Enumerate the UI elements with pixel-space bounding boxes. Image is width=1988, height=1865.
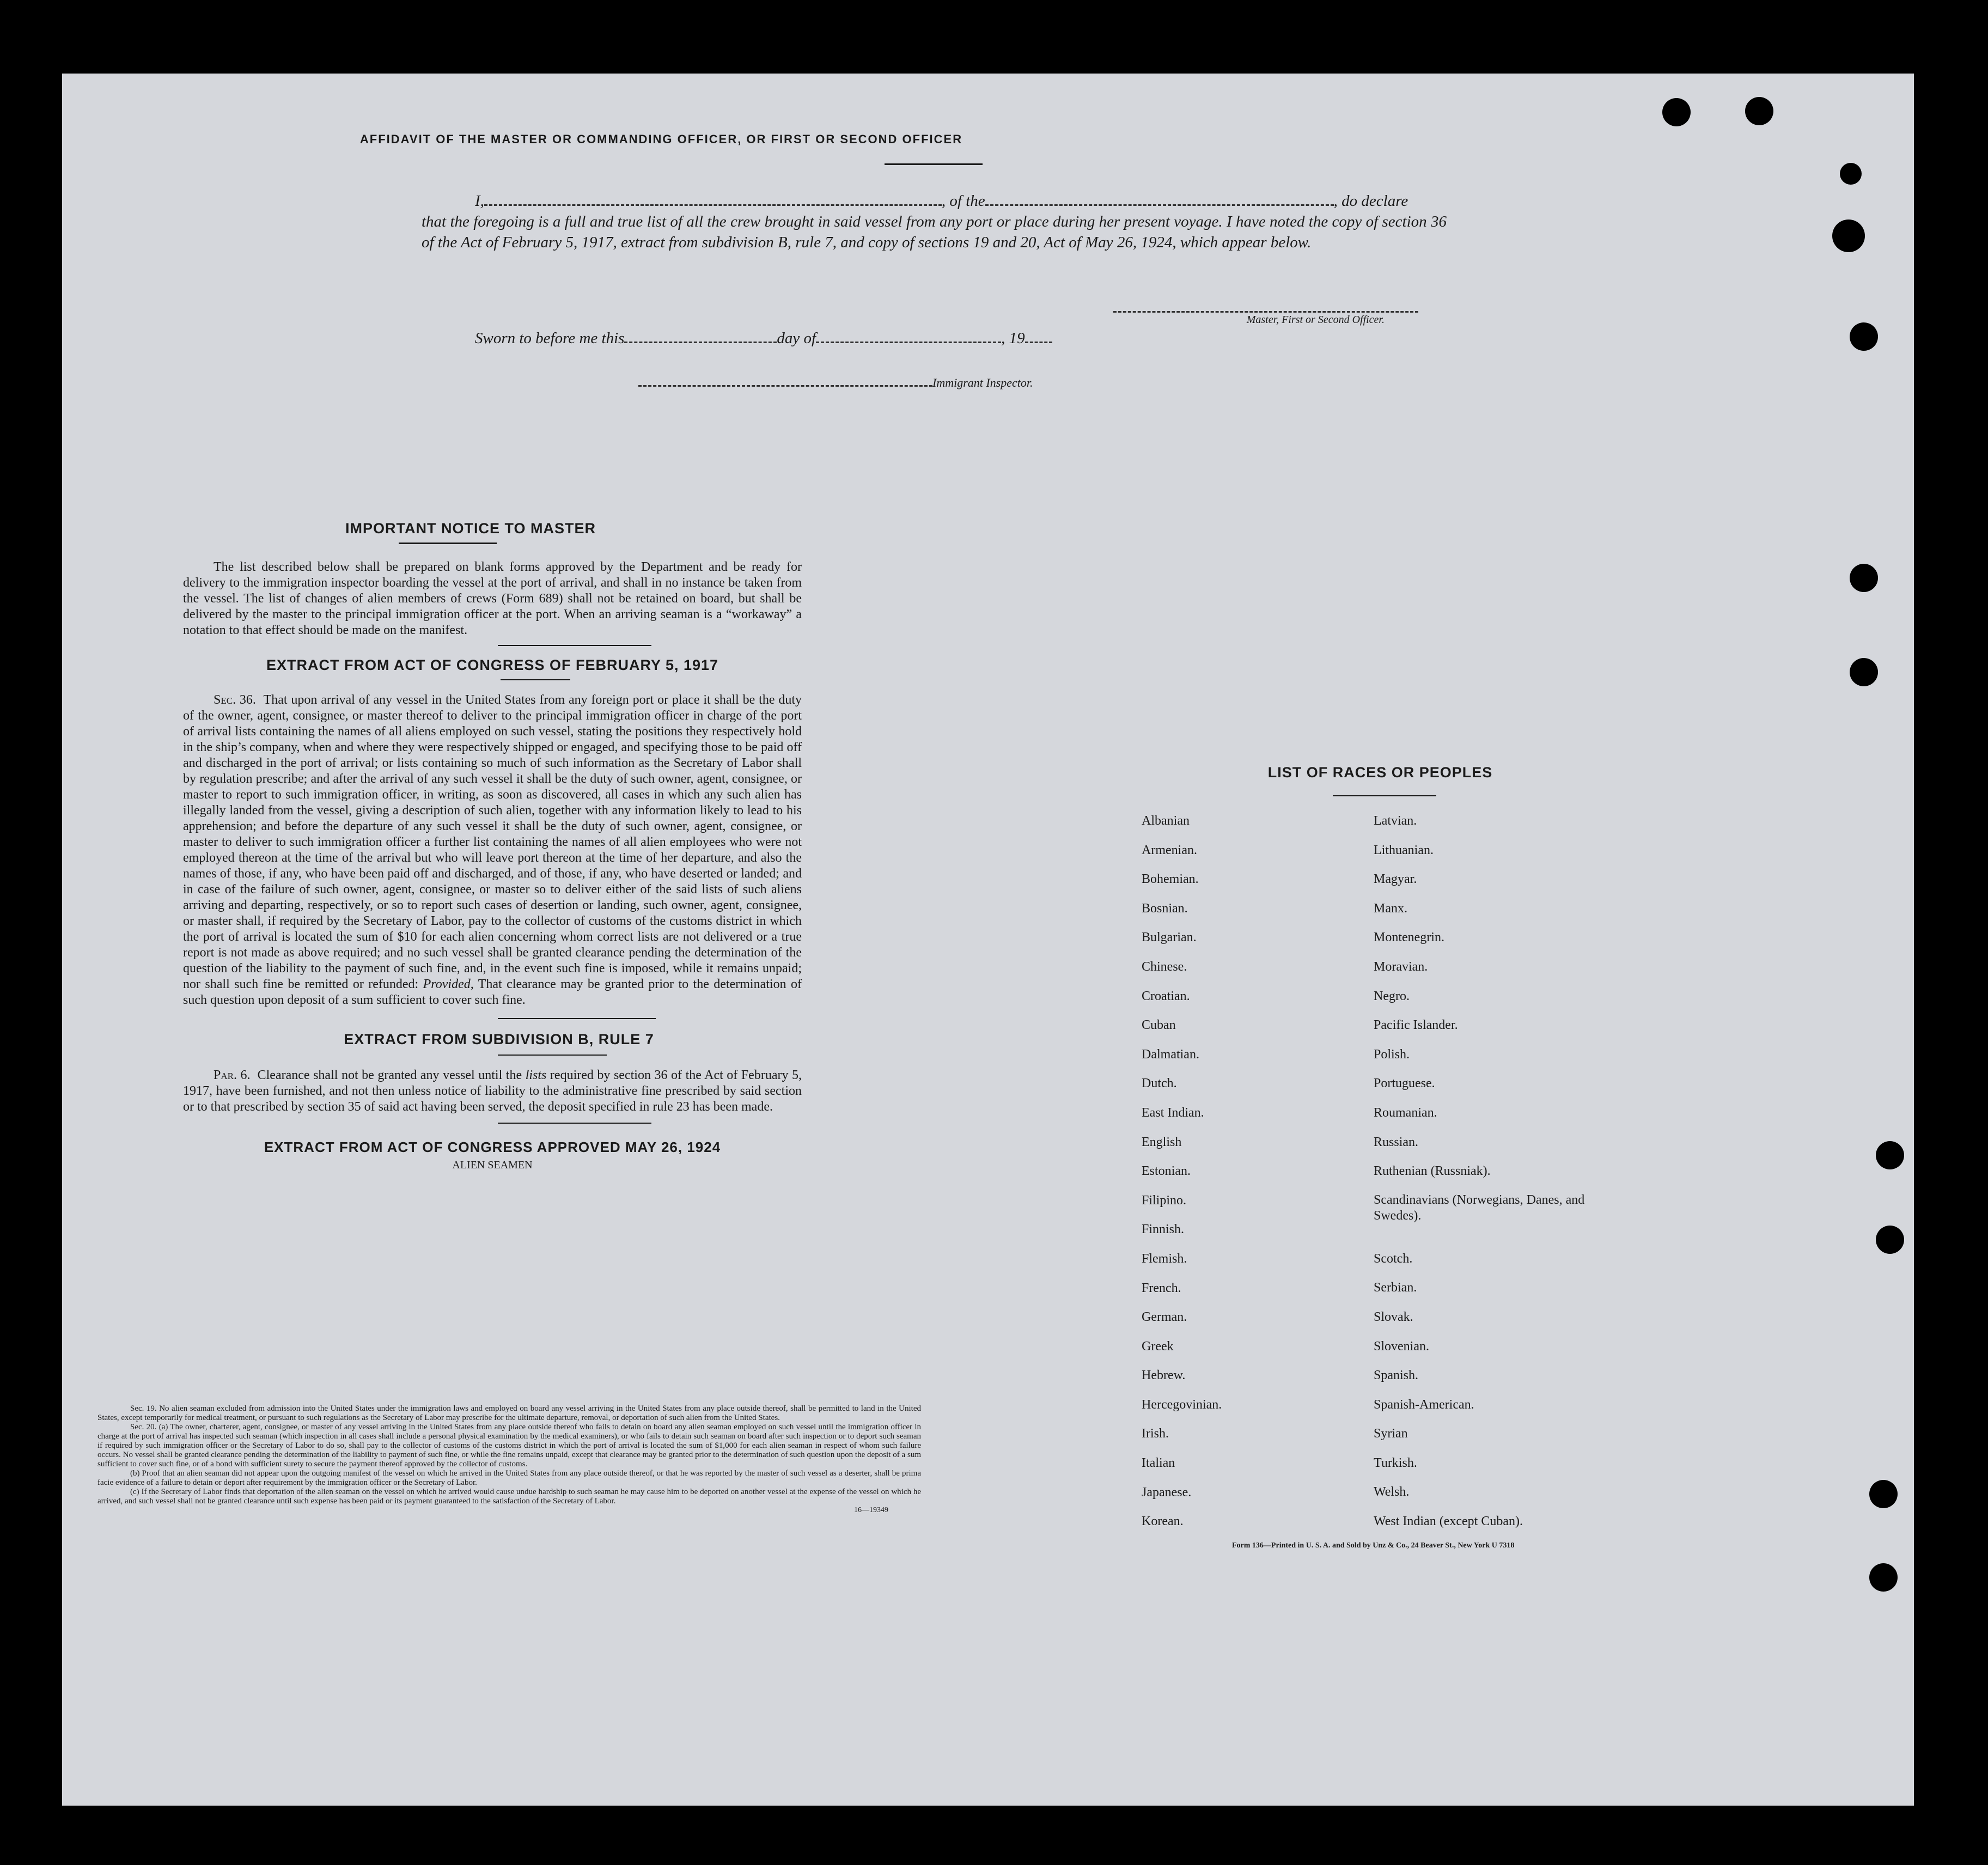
declarant-name-field[interactable] [484,201,942,206]
race-item: East Indian. [1142,1105,1204,1120]
race-item: Roumanian. [1374,1105,1437,1120]
master-caption: Master, First or Second Officer. [1246,314,1385,326]
extract-1917-end-rule [498,1018,656,1019]
master-signature-block [1113,308,1418,326]
race-item: Portuguese. [1374,1076,1435,1091]
punch-hole [1850,564,1878,592]
extract-1924-title: EXTRACT FROM ACT OF CONGRESS APPROVED MAY 26, 1924 [264,1139,721,1155]
notice-text: The list described below shall be prepared on blank forms approved by the Department and be ready for delivery to the immigration inspector boarding the vessel at the port of arrival, and shall in no instance be taken from the vessel. The list of changes of alien members of crews (Form 689) shall not be retained on board, but shall be delivered by the master to the principal immigration officer at the port. When an arriving seaman is a “workaway” a notation to that effect should be made on the manifest. [183,560,802,637]
rule7-text [183,1068,802,1115]
inspector-line [638,376,1033,390]
punch-hole [1850,322,1878,351]
sec-20c-text: (c) If the Secretary of Labor finds that deportation of the alien seaman on the vessel on which he arrived would cause undue hardship to such seaman he may cause him to be deported on another vessel at the expense of the vessel on which he arrived, and such vessel shall not be granted clearance until such expense has been paid or its payment guaranteed to the satisfaction of the Secretary of Labor. [97,1488,921,1506]
punch-hole [1832,220,1865,252]
notice-end-rule [498,645,651,646]
race-item: Hercegovinian. [1142,1397,1222,1412]
race-item: Bulgarian. [1142,930,1197,945]
rule7-text-before: Clearance shall not be granted any vessel until the [257,1068,522,1082]
race-item: Irish. [1142,1427,1169,1441]
race-item: Montenegrin. [1374,930,1444,945]
declare-label: , do declare [1333,192,1408,210]
rule7-title: EXTRACT FROM SUBDIVISION B, RULE 7 [344,1031,654,1047]
title-rule [885,163,983,165]
sworn-year-field[interactable] [1025,338,1052,343]
vessel-name-field[interactable] [985,201,1334,206]
declarant-label: I, [475,192,484,210]
race-item: Estonian. [1142,1164,1191,1179]
extract-1917-text [183,692,802,1008]
punch-hole [1662,98,1691,126]
race-item: Manx. [1374,901,1407,916]
race-item: Scotch. [1374,1251,1413,1266]
left-column [183,520,868,1172]
form-number: 16—19349 [854,1506,888,1514]
race-item: French. [1142,1281,1181,1295]
par-6-label: Par. 6. [214,1068,251,1082]
sec-20b-text: (b) Proof that an alien seaman did not appear upon the outgoing manifest of the vessel on which he arrived in the United States from any place outside thereof, or that he was reported by the master of such vessel as a deserter, shall be prima facie evidence of a failure to detain or deport after requirement by the immigration officer or the Secretary of Labor. [97,1469,921,1487]
inspector-signature-field[interactable] [638,382,932,387]
punch-hole [1840,163,1862,185]
vessel-label: , of the [941,192,985,210]
extract-1924-subtitle: ALIEN SEAMEN [452,1159,533,1171]
rule7-text-after: required by section 36 of the Act of February 5, 1917, have been furnished, and not then unless notice of liability to the administrative fine prescribed by said section or to that prescribed by section 35 of said act having been served, the deposit specified in rule 23 has been made. [183,1068,802,1114]
race-item: Lithuanian. [1374,843,1434,857]
master-signature-field[interactable] [1113,308,1418,313]
sworn-label: Sworn to before me this [475,330,625,347]
affidavit-body [422,191,1447,253]
affidavit-title: AFFIDAVIT OF THE MASTER OR COMMANDING OFFICER, OR FIRST OR SECOND OFFICER [359,132,963,146]
declaration-text: that the foregoing is a full and true list of all the crew brought in said vessel from any port or place during her present voyage. I have noted the copy of section 36 of the Act of February 5, 1917, extract from subdivision B, rule 7, and copy of sections 19 and 20, Act of May 26, 1924, which appear below. [422,213,1447,251]
extract-1917-title: EXTRACT FROM ACT OF CONGRESS OF FEBRUARY 5, 1917 [266,657,719,673]
printer-imprint: Form 136—Printed in U. S. A. and Sold by Unz & Co., 24 Beaver St., New York U 7318 [1232,1541,1515,1550]
form-sheet [62,74,1914,1806]
race-item: Japanese. [1142,1485,1192,1500]
notice-rule [399,543,497,544]
race-item: Ruthenian (Russniak). [1374,1164,1491,1179]
sworn-line [475,330,1052,348]
race-item: Welsh. [1374,1485,1410,1500]
sec-19-text: Sec. 19. No alien seaman excluded from admission into the United States under the immigration laws and employed on board any vessel arriving in the United States from any place outside thereof, shall be permitted to land in the United States, except temporarily for medical treatment, or pursuant to such regulations as the Secretary of Labor may prescribe for the ultimate departure, removal, or deportation of such alien from the United States. [97,1404,921,1422]
race-item: Albanian [1142,814,1190,828]
race-item: Korean. [1142,1514,1184,1529]
race-item: Slovenian. [1374,1339,1429,1354]
races-rule [1333,795,1436,796]
race-item: Armenian. [1142,843,1197,857]
race-item: Filipino. [1142,1193,1187,1208]
race-item: Greek [1142,1339,1174,1354]
sec-20a-text: Sec. 20. (a) The owner, charterer, agent, consignee, or master of any vessel arriving in the United States from any place outside thereof who fails to detain on board any alien seaman employed on such vessel until the immigration officer in charge at the port of arrival has inspected such seaman (which inspection in all cases shall include a personal physical examination by the medical examiners), or who fails to detain such seaman on board after such inspection or to deport such seaman if required by such immigration officer or the Secretary of Labor to do so, shall pay to the collector of customs of the customs district in which the port of arrival is located the sum of $1,000 for each alien seaman in respect of whom such failure occurs. No vessel shall be granted clearance pending the determination of the liability to payment of such fine, or while the fine remains unpaid, except that clearance may be granted prior to the determination of such question upon the deposit of a sum sufficient to cover such fine, or of a bond with sufficient surety to secure the payment thereof approved by the collector of customs. [97,1423,921,1468]
race-item: Latvian. [1374,814,1417,828]
races-left-column [1142,813,1370,1543]
race-item: Russian. [1374,1135,1419,1149]
sec-36-label: Sec. 36. [214,693,256,707]
races-title: LIST OF RACES OR PEOPLES [1267,764,1493,781]
race-item: Polish. [1374,1047,1410,1062]
races-right-column [1374,813,1602,1543]
race-item: Bosnian. [1142,901,1188,916]
year-label: , 19 [1001,330,1025,347]
race-item: Croatian. [1142,989,1190,1003]
provided-label: Provided, [423,977,474,991]
day-of-label: day of [777,330,816,347]
race-item: Cuban [1142,1018,1176,1033]
extract-1917-rule [501,679,570,680]
race-item: Serbian. [1374,1281,1417,1295]
inspector-caption: Immigrant Inspector. [932,376,1033,389]
punch-hole [1869,1480,1898,1508]
race-item: Spanish. [1374,1368,1419,1383]
race-item: Slovak. [1374,1309,1413,1324]
race-item: German. [1142,1310,1187,1325]
extract-1924-body [97,1404,921,1515]
punch-hole [1850,658,1878,686]
race-item: Hebrew. [1142,1368,1186,1383]
punch-hole [1869,1563,1898,1592]
rule7-lists-word: lists [525,1068,547,1082]
punch-hole [1745,97,1773,125]
race-item: Dalmatian. [1142,1047,1199,1062]
sworn-month-field[interactable] [816,338,1001,343]
race-item: Spanish-American. [1374,1397,1474,1412]
declarant-line [422,191,1447,211]
race-item: Chinese. [1142,959,1187,974]
race-item: Scandinavians (Norwegians, Danes, and Swedes). [1374,1192,1585,1223]
provided-body: That clearance may be granted prior to the determination of such question upon deposit of a sum sufficient to cover such fine. [183,977,802,1007]
race-item: Turkish. [1374,1455,1417,1470]
punch-hole [1876,1141,1904,1169]
rule7-rule [498,1055,607,1056]
rule7-end-rule [498,1123,651,1124]
race-item: Syrian [1374,1427,1408,1441]
race-item: Bohemian. [1142,872,1199,887]
punch-hole [1876,1226,1904,1254]
race-item: Italian [1142,1456,1175,1471]
race-item: Finnish. [1142,1222,1185,1237]
sworn-day-field[interactable] [624,338,777,343]
race-item: English [1142,1135,1182,1149]
race-item: Magyar. [1374,872,1417,887]
race-item: Dutch. [1142,1076,1177,1091]
race-item: Flemish. [1142,1251,1187,1266]
race-item: Negro. [1374,989,1410,1003]
race-item: Moravian. [1374,959,1428,974]
race-item: Pacific Islander. [1374,1018,1458,1033]
sec-36-body: That upon arrival of any vessel in the United States from any foreign port or place it shall be the duty of the owner, agent, consignee, or master thereof to deliver to the principal immigration officer in charge of the port of arrival lists containing the names of all aliens employed on such vessel, stating the positions they respectively hold in the ship’s company, when and where they were respectively shipped or engaged, and specifying those to be paid off and discharged in the port of arrival; or lists containing so much of such information as the Secretary of Labor shall by regulation prescribe; and after the arrival of any such vessel it shall be the duty of such owner, agent, consignee, or master to report to such immigration officer, in writing, as soon as discovered, all cases in which any such alien has illegally landed from the vessel, giving a description of such alien, together with any information likely to lead to his apprehension; and before the departure of any such vessel it shall be the duty of such owner, agent, consignee, or master to deliver to such immigration officer a further list containing the names of all alien employees who were not employed thereon at the time of the arrival but who will leave port thereon at the time of her departure, and also the names of those, if any, who have been paid off and discharged, and of those, if any, who have deserted or landed; and in case of the failure of such owner, agent, consignee, or master so to deliver either of the said lists of such aliens arriving and departing, respectively, or so to report such cases of desertion or landing, such owner, agent, consignee, or master shall, if required by the Secretary of Labor, pay to the collector of customs of the customs district in which the port of arrival is located the sum of $10 for each alien concerning whom correct lists are not delivered or a true report is not made as above required; and no such vessel shall be granted clearance pending the determination of the question of the liability to the payment of such fine, and, in the event such fine is imposed, while it remains unpaid; nor shall such fine be remitted or refunded: [183,693,802,991]
notice-title: IMPORTANT NOTICE TO MASTER [345,520,596,537]
race-item: West Indian (except Cuban). [1374,1514,1523,1529]
